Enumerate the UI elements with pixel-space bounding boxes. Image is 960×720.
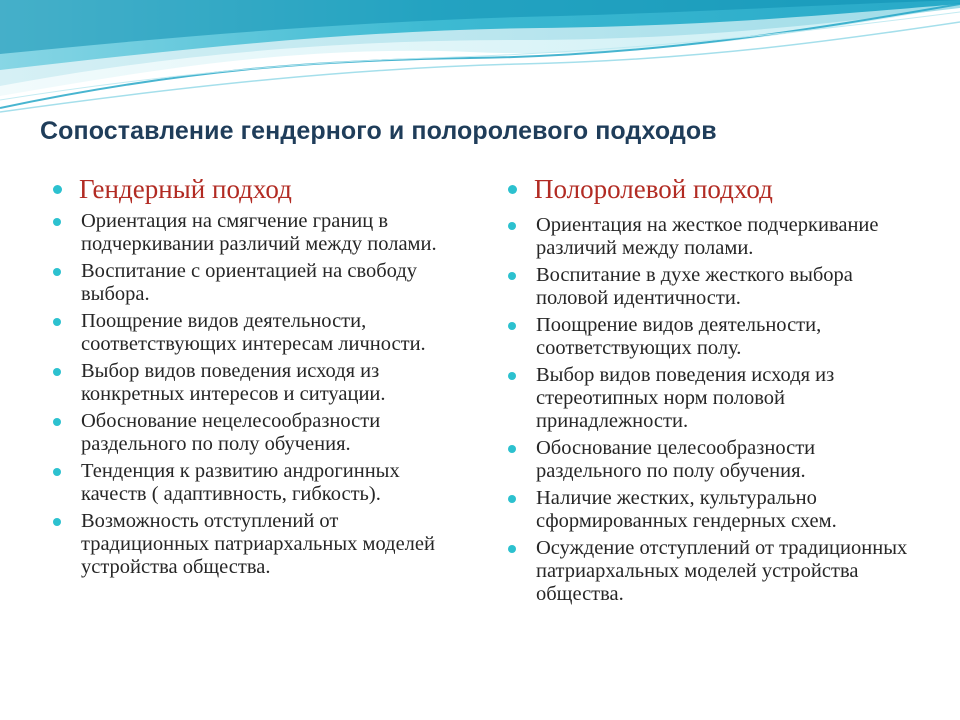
bullet-icon xyxy=(508,185,517,194)
list-item xyxy=(505,364,915,433)
slide-title: Сопоставление гендерного и полоролевого подходов xyxy=(40,117,717,145)
list-item-text: Воспитание с ориентацией на свободу выбора. xyxy=(81,260,418,305)
list-item-text: Выбор видов поведения исходя из конкретных интересов и ситуации. xyxy=(81,360,386,405)
column-sex-role-approach xyxy=(505,170,915,610)
list-item xyxy=(505,487,915,533)
column-header xyxy=(50,170,470,208)
bullet-icon xyxy=(508,545,516,553)
item-list xyxy=(50,210,470,579)
bullet-icon xyxy=(53,418,61,426)
list-item-text: Воспитание в духе жесткого выбора половой идентичности. xyxy=(536,264,853,309)
list-item xyxy=(50,410,470,456)
column-header xyxy=(505,170,915,208)
bullet-icon xyxy=(508,322,516,330)
list-item-text: Ориентация на жесткое подчеркивание различий между полами. xyxy=(536,214,879,259)
bullet-icon xyxy=(508,495,516,503)
bullet-icon xyxy=(53,368,61,376)
list-item-text: Обоснование нецелесообразности раздельного по полу обучения. xyxy=(81,410,381,455)
column-header-label: Гендерный подход xyxy=(79,173,292,204)
list-item-text: Поощрение видов деятельности, соответствующих полу. xyxy=(536,314,822,359)
bullet-icon xyxy=(53,268,61,276)
list-item-text: Осуждение отступлений от традиционных патриархальных моделей устройства общества. xyxy=(536,537,908,605)
list-item-text: Обоснование целесообразности раздельного по полу обучения. xyxy=(536,437,816,482)
list-item-text: Ориентация на смягчение границ в подчеркивании различий между полами. xyxy=(81,210,437,255)
list-item-text: Поощрение видов деятельности, соответствующих интересам личности. xyxy=(81,310,426,355)
bullet-icon xyxy=(53,518,61,526)
wave-header-decoration xyxy=(0,0,960,120)
list-item xyxy=(50,510,470,579)
list-item xyxy=(505,314,915,360)
bullet-icon xyxy=(53,318,61,326)
item-list xyxy=(505,214,915,606)
column-header-label: Полоролевой подход xyxy=(534,173,773,204)
list-item xyxy=(50,460,470,506)
list-item-text: Выбор видов поведения исходя из стереотипных норм половой принадлежности. xyxy=(536,364,835,432)
list-item-text: Возможность отступлений от традиционных патриархальных моделей устройства общества. xyxy=(81,510,435,578)
bullet-icon xyxy=(508,445,516,453)
bullet-icon xyxy=(53,468,61,476)
column-gender-approach xyxy=(50,170,470,583)
list-item xyxy=(50,360,470,406)
bullet-icon xyxy=(508,372,516,380)
list-item xyxy=(50,310,470,356)
bullet-icon xyxy=(508,272,516,280)
bullet-icon xyxy=(53,185,62,194)
list-item-text: Тенденция к развитию андрогинных качеств ( адаптивность, гибкость). xyxy=(81,460,400,505)
bullet-icon xyxy=(508,222,516,230)
list-item xyxy=(50,210,470,256)
list-item xyxy=(505,264,915,310)
list-item-text: Наличие жестких, культурально сформированных гендерных схем. xyxy=(536,487,837,532)
bullet-icon xyxy=(53,218,61,226)
list-item xyxy=(50,260,470,306)
list-item xyxy=(505,437,915,483)
list-item xyxy=(505,214,915,260)
list-item xyxy=(505,537,915,606)
